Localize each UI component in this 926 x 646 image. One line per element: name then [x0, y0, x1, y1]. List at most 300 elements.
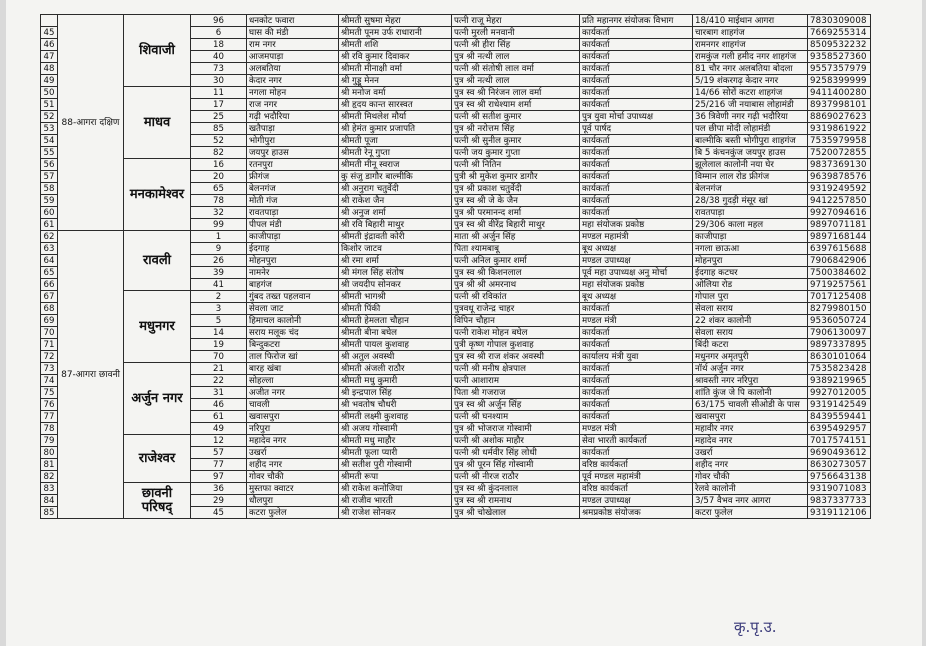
relation-name: माता श्री अर्जुन सिंह: [452, 231, 580, 243]
relation-name: पुत्र स्व श्री किशनलाल: [452, 267, 580, 279]
booth-number: 52: [191, 135, 247, 147]
member-name: श्रीमती मिथलेश मौर्या: [339, 111, 452, 123]
member-post: कार्यकर्ता: [580, 183, 693, 195]
table-row: [41, 87, 871, 99]
phone-number: 8279980150: [808, 303, 871, 315]
serial-number: 65: [41, 267, 58, 279]
booth-number: 82: [191, 147, 247, 159]
member-name: श्री अनुज शर्मा: [339, 207, 452, 219]
member-name: श्रीमती मीनू स्वराज: [339, 159, 452, 171]
area-name: ईदगाह: [247, 243, 339, 255]
member-name: श्री रवि बिहारी माथुर: [339, 219, 452, 231]
relation-name: पत्नी श्री अशोक माहौर: [452, 435, 580, 447]
booth-number: 31: [191, 387, 247, 399]
area-name: बेलनगंज: [247, 183, 339, 195]
member-name: श्री गुड्डू मेनन: [339, 75, 452, 87]
phone-number: 7830309008: [808, 15, 871, 27]
member-post: महा संयोजक प्रकोष्ठ: [580, 219, 693, 231]
relation-name: पत्नी श्री सतीश कुमार: [452, 111, 580, 123]
phone-number: 8869027623: [808, 111, 871, 123]
booth-number: 16: [191, 159, 247, 171]
serial-number: 60: [41, 207, 58, 219]
relation-name: पुत्र स्व श्री वीरेंद्र बिहारी माथुर: [452, 219, 580, 231]
booth-number: 70: [191, 351, 247, 363]
booth-number: 46: [191, 399, 247, 411]
member-table: [40, 14, 871, 519]
member-address: 28/38 गुदड़ी मंसूर खां: [693, 195, 808, 207]
area-name: अलबतिया: [247, 63, 339, 75]
area-name: मोती गंज: [247, 195, 339, 207]
phone-number: 8937998101: [808, 99, 871, 111]
area-name: शहीद नगर: [247, 459, 339, 471]
phone-number: 9319249592: [808, 183, 871, 195]
area-name: धौलपुरा: [247, 495, 339, 507]
phone-number: 6395492957: [808, 423, 871, 435]
member-address: उखर्रा: [693, 447, 808, 459]
serial-number: 51: [41, 99, 58, 111]
relation-name: पुत्री कृष्ण गोपाल कुशवाह: [452, 339, 580, 351]
member-name: श्रीमती बीना बघेल: [339, 327, 452, 339]
relation-name: पुत्रवधू राजेन्द्र चाहर: [452, 303, 580, 315]
relation-name: पुत्र स्व श्री जे के जैन: [452, 195, 580, 207]
mandal-name: शिवाजी: [124, 15, 191, 87]
relation-name: पुत्र श्री भोजराज गोस्वामी: [452, 423, 580, 435]
area-name: महादेव नगर: [247, 435, 339, 447]
relation-name: पुत्र स्व श्री कुंदनलाल: [452, 483, 580, 495]
phone-number: 9536050724: [808, 315, 871, 327]
area-name: रावतपाड़ा: [247, 207, 339, 219]
member-post: कार्यकर्ता: [580, 195, 693, 207]
booth-number: 32: [191, 207, 247, 219]
area-name: हिमाचल कालोनी: [247, 315, 339, 327]
member-post: कार्यकर्ता: [580, 363, 693, 375]
phone-number: 9319142549: [808, 399, 871, 411]
serial-number: 67: [41, 291, 58, 303]
mandal-name: रावली: [124, 231, 191, 291]
serial-number: 76: [41, 399, 58, 411]
member-post: कार्यकर्ता: [580, 171, 693, 183]
area-name: अजीत नगर: [247, 387, 339, 399]
serial-number: 64: [41, 255, 58, 267]
area-name: गढ़ी भदौरिया: [247, 111, 339, 123]
area-name: बाहगंज: [247, 279, 339, 291]
serial-number: 74: [41, 375, 58, 387]
member-name: श्रीमती रेनू गुप्ता: [339, 147, 452, 159]
member-post: मण्डल महामंत्री: [580, 231, 693, 243]
member-address: सेवला सराय: [693, 303, 808, 315]
booth-number: 19: [191, 339, 247, 351]
relation-name: पत्नी राजू मेहरा: [452, 15, 580, 27]
area-name: पीपल मंडी: [247, 219, 339, 231]
member-post: पुत्र युवा मोर्चा उपाध्यक्ष: [580, 111, 693, 123]
table-row: [41, 483, 871, 495]
area-name: बारह खंबा: [247, 363, 339, 375]
mandal-name: मनकामेश्वर: [124, 159, 191, 231]
member-name: श्रीमती भागश्री: [339, 291, 452, 303]
table-row: [41, 231, 871, 243]
booth-number: 29: [191, 495, 247, 507]
serial-number: [41, 15, 58, 27]
member-post: कार्यकर्ता: [580, 51, 693, 63]
member-address: 5/19 शंकरगढ़ केदार नगर: [693, 75, 808, 87]
member-name: श्री अतुल अवस्थी: [339, 351, 452, 363]
phone-number: 7906842906: [808, 255, 871, 267]
member-name: किशोर जाटव: [339, 243, 452, 255]
booth-number: 6: [191, 27, 247, 39]
serial-number: 73: [41, 363, 58, 375]
member-post: कार्यकर्ता: [580, 87, 693, 99]
member-name: श्रीमती रूपा: [339, 471, 452, 483]
member-name: श्री मंगल सिंह संतोष: [339, 267, 452, 279]
area-name: नरिपुरा: [247, 423, 339, 435]
member-post: मण्डल उपाध्यक्ष: [580, 495, 693, 507]
area-name: भोगीपुरा: [247, 135, 339, 147]
member-post: कार्यकर्ता: [580, 75, 693, 87]
area-name: केदार नगर: [247, 75, 339, 87]
area-name: जयपुर हाउस: [247, 147, 339, 159]
area-name: धनकोट फवारा: [247, 15, 339, 27]
mandal-name: माधव: [124, 87, 191, 159]
serial-number: 75: [41, 387, 58, 399]
member-post: सेवा भारती कार्यकर्ता: [580, 435, 693, 447]
phone-number: 9690493612: [808, 447, 871, 459]
booth-number: 11: [191, 87, 247, 99]
member-name: श्री राजेश सोनकर: [339, 507, 452, 519]
phone-number: 9927012005: [808, 387, 871, 399]
serial-number: 52: [41, 111, 58, 123]
member-name: श्रीमती मधु माहौर: [339, 435, 452, 447]
serial-number: 69: [41, 315, 58, 327]
mandal-name: मधुनगर: [124, 291, 191, 363]
member-name: कु संजु डागौर बाल्मीकि: [339, 171, 452, 183]
member-address: 22 शंकर कालोनी: [693, 315, 808, 327]
member-name: श्रीमती फूला प्यारी: [339, 447, 452, 459]
phone-number: 7017125408: [808, 291, 871, 303]
area-name: फ्रीगंज: [247, 171, 339, 183]
serial-number: 53: [41, 123, 58, 135]
member-address: श्रावस्ती नगर नरिपुरा: [693, 375, 808, 387]
member-post: कार्यकर्ता: [580, 135, 693, 147]
relation-name: विपिन चौहान: [452, 315, 580, 327]
area-name: उखर्रा: [247, 447, 339, 459]
serial-number: 54: [41, 135, 58, 147]
member-name: श्री राजीव भारती: [339, 495, 452, 507]
booth-number: 85: [191, 123, 247, 135]
phone-number: 9389219965: [808, 375, 871, 387]
member-name: श्री हृदय कान्त सारस्वत: [339, 99, 452, 111]
serial-number: 48: [41, 63, 58, 75]
phone-number: 9639878576: [808, 171, 871, 183]
member-name: श्री अनुराग चतुर्वेदी: [339, 183, 452, 195]
booth-number: 49: [191, 423, 247, 435]
phone-number: 9319861922: [808, 123, 871, 135]
member-address: सेवला सराय: [693, 327, 808, 339]
member-post: कार्यकर्ता: [580, 39, 693, 51]
member-name: श्रीमती इंद्रावती कोरी: [339, 231, 452, 243]
phone-number: 7535979958: [808, 135, 871, 147]
phone-number: 7500384602: [808, 267, 871, 279]
member-name: श्री सतीश पुरी गोस्वामी: [339, 459, 452, 471]
member-address: गोपाल पुरा: [693, 291, 808, 303]
area-name: मुस्तफा क्वाटर: [247, 483, 339, 495]
phone-number: 9897071181: [808, 219, 871, 231]
member-address: खवासपुरा: [693, 411, 808, 423]
member-name: श्रीमती पूजा: [339, 135, 452, 147]
member-name: श्रीमती अंजली राठौर: [339, 363, 452, 375]
serial-number: 84: [41, 495, 58, 507]
area-name: नगला मोहन: [247, 87, 339, 99]
booth-number: 65: [191, 183, 247, 195]
booth-number: 30: [191, 75, 247, 87]
member-address: 81 चौर नगर अलबतिया बोदला: [693, 63, 808, 75]
serial-number: 66: [41, 279, 58, 291]
area-name: सोहल्ला: [247, 375, 339, 387]
phone-number: 8509532232: [808, 39, 871, 51]
member-name: श्रीमती पायल कुशवाह: [339, 339, 452, 351]
area-name: घास की मंडी: [247, 27, 339, 39]
member-address: रामकुंज गली हमीद नगर शाहगंज: [693, 51, 808, 63]
member-post: मण्डल मंत्री: [580, 315, 693, 327]
member-post: पूर्व मण्डल महामंत्री: [580, 471, 693, 483]
serial-number: 72: [41, 351, 58, 363]
member-name: श्री राकेश कनोजिया: [339, 483, 452, 495]
member-post: कार्यकर्ता: [580, 303, 693, 315]
member-post: कार्यकर्ता: [580, 375, 693, 387]
area-name: मोहनपुरा: [247, 255, 339, 267]
member-name: श्रीमती मीनाक्षी वर्मा: [339, 63, 452, 75]
phone-number: 9837337733: [808, 495, 871, 507]
member-post: वरिष्ठ कार्यकर्ता: [580, 483, 693, 495]
booth-number: 25: [191, 111, 247, 123]
area-name: रतनपुरा: [247, 159, 339, 171]
member-name: श्रीमती पूनम उर्फ राधारानी: [339, 27, 452, 39]
member-address: बेलनगंज: [693, 183, 808, 195]
booth-number: 57: [191, 447, 247, 459]
phone-number: 9358527360: [808, 51, 871, 63]
member-name: श्रीमती सुषमा मेहरा: [339, 15, 452, 27]
phone-number: 8630273057: [808, 459, 871, 471]
relation-name: पत्नी श्री सुनील कुमार: [452, 135, 580, 147]
relation-name: पत्नी अनिल कुमार शर्मा: [452, 255, 580, 267]
member-name: श्री इन्द्रपाल सिंह: [339, 387, 452, 399]
serial-number: 81: [41, 459, 58, 471]
member-post: वरिष्ठ कार्यकर्ता: [580, 459, 693, 471]
phone-number: 9837369130: [808, 159, 871, 171]
member-post: पूर्व महा उपाध्यक्ष अनु मोर्चा: [580, 267, 693, 279]
phone-number: 9927094616: [808, 207, 871, 219]
area-name: खतैपाड़ा: [247, 123, 339, 135]
member-address: रेलवे कालोनी: [693, 483, 808, 495]
table-row: [41, 159, 871, 171]
serial-number: 45: [41, 27, 58, 39]
relation-name: पुत्र श्री प्रकाश चतुर्वेदी: [452, 183, 580, 195]
member-name: श्रीमती पिंकी: [339, 303, 452, 315]
area-name: सराय मलूक चंद: [247, 327, 339, 339]
booth-number: 2: [191, 291, 247, 303]
serial-number: 62: [41, 231, 58, 243]
relation-name: पुत्र श्री चोखेलाल: [452, 507, 580, 519]
booth-number: 99: [191, 219, 247, 231]
serial-number: 46: [41, 39, 58, 51]
phone-number: 7669255314: [808, 27, 871, 39]
table-row: [41, 291, 871, 303]
member-name: श्री रमा शर्मा: [339, 255, 452, 267]
relation-name: पिता श्यामबाबू: [452, 243, 580, 255]
serial-number: 47: [41, 51, 58, 63]
booth-number: 26: [191, 255, 247, 267]
member-address: महावीर नगर: [693, 423, 808, 435]
serial-number: 57: [41, 171, 58, 183]
phone-number: 8439559441: [808, 411, 871, 423]
booth-number: 17: [191, 99, 247, 111]
member-address: 36 त्रिवेणी नगर गढ़ी भदौरिया: [693, 111, 808, 123]
member-post: पूर्व पार्षद: [580, 123, 693, 135]
booth-number: 9: [191, 243, 247, 255]
area-name: गोवर चौकी: [247, 471, 339, 483]
member-post: कार्यकर्ता: [580, 339, 693, 351]
relation-name: पुत्र श्री परमानन्द शर्मा: [452, 207, 580, 219]
booth-number: 45: [191, 507, 247, 519]
phone-number: 7017574151: [808, 435, 871, 447]
member-address: 3/57 वैभव नगर आगरा: [693, 495, 808, 507]
phone-number: 9319112106: [808, 507, 871, 519]
member-address: रावतपाड़ा: [693, 207, 808, 219]
member-address: ओलिया रोड: [693, 279, 808, 291]
member-name: श्री राकेश जैन: [339, 195, 452, 207]
phone-number: 9411400280: [808, 87, 871, 99]
area-name: बिन्दुकटरा: [247, 339, 339, 351]
member-address: मधुनगर अमृतपुरी: [693, 351, 808, 363]
relation-name: पत्नी जय कुमार गुप्ता: [452, 147, 580, 159]
relation-name: पुत्र श्री पूरन सिंह गोस्वामी: [452, 459, 580, 471]
serial-number: 49: [41, 75, 58, 87]
member-post: कार्यालय मंत्री युवा: [580, 351, 693, 363]
booth-number: 77: [191, 459, 247, 471]
member-address: बि 5 कंचनकुंज जयपुर हाउस: [693, 147, 808, 159]
mandal-name: अर्जुन नगर: [124, 363, 191, 435]
booth-number: 5: [191, 315, 247, 327]
table-body: [41, 15, 871, 519]
relation-name: पुत्र स्व श्री राधेश्याम शर्मा: [452, 99, 580, 111]
member-address: ईदगाह कटघर: [693, 267, 808, 279]
phone-number: 7535823428: [808, 363, 871, 375]
booth-number: 36: [191, 483, 247, 495]
assembly-name: 87-आगरा छावनी: [58, 231, 124, 519]
member-address: महादेव नगर: [693, 435, 808, 447]
area-name: आजमपाड़ा: [247, 51, 339, 63]
member-name: श्री भवतोष चौधरी: [339, 399, 452, 411]
phone-number: 9258399999: [808, 75, 871, 87]
phone-number: 7520072855: [808, 147, 871, 159]
relation-name: पुत्र स्व श्री अर्जुन सिंह: [452, 399, 580, 411]
booth-number: 97: [191, 471, 247, 483]
serial-number: 50: [41, 87, 58, 99]
booth-number: 3: [191, 303, 247, 315]
phone-number: 9319071083: [808, 483, 871, 495]
relation-name: पत्नी श्री नीरज राठौर: [452, 471, 580, 483]
booth-number: 14: [191, 327, 247, 339]
area-name: खवासपुरा: [247, 411, 339, 423]
member-address: मोहनपुरा: [693, 255, 808, 267]
member-name: श्री मनोज वर्मा: [339, 87, 452, 99]
relation-name: पुत्र श्री नत्थी लाल: [452, 75, 580, 87]
member-name: श्री रवि कुमार दिवाकर: [339, 51, 452, 63]
member-address: नॉर्थ अर्जुन नगर: [693, 363, 808, 375]
member-address: शहीद नगर: [693, 459, 808, 471]
signature-note: कृ.पृ.उ.: [734, 618, 777, 636]
relation-name: पुत्र श्री श्री अमरनाथ: [452, 279, 580, 291]
member-name: श्रीमती लक्ष्मी कुशवाह: [339, 411, 452, 423]
relation-name: पुत्र श्री नत्थी लाल: [452, 51, 580, 63]
table-row: [41, 15, 871, 27]
serial-number: 55: [41, 147, 58, 159]
serial-number: 71: [41, 339, 58, 351]
member-post: मण्डल मंत्री: [580, 423, 693, 435]
area-name: चावली: [247, 399, 339, 411]
serial-number: 59: [41, 195, 58, 207]
area-name: नामनेर: [247, 267, 339, 279]
booth-number: 22: [191, 375, 247, 387]
table-row: [41, 435, 871, 447]
member-post: कार्यकर्ता: [580, 327, 693, 339]
member-address: बिंदी कटरा: [693, 339, 808, 351]
member-address: झूलेलाल कालोनी नया घेर: [693, 159, 808, 171]
member-name: श्री जयदीप सोनकर: [339, 279, 452, 291]
member-post: कार्यकर्ता: [580, 447, 693, 459]
member-address: चारबाग शाहगंज: [693, 27, 808, 39]
phone-number: 9897168144: [808, 231, 871, 243]
relation-name: पत्नी श्री रविकांत: [452, 291, 580, 303]
relation-name: पिता श्री गजराज: [452, 387, 580, 399]
area-name: कटरा फुलेल: [247, 507, 339, 519]
serial-number: 70: [41, 327, 58, 339]
member-post: प्रति महानगर संयोजक विभाग: [580, 15, 693, 27]
relation-name: पत्नी आशाराम: [452, 375, 580, 387]
phone-number: 9412257850: [808, 195, 871, 207]
booth-number: 1: [191, 231, 247, 243]
member-post: बूथ अध्यक्ष: [580, 243, 693, 255]
relation-name: पत्नी श्री नितिन: [452, 159, 580, 171]
mandal-name: छावनी परिषद्: [124, 483, 191, 519]
relation-name: पत्नी राकेश मोहन बघेल: [452, 327, 580, 339]
member-post: कार्यकर्ता: [580, 63, 693, 75]
phone-number: 9557357979: [808, 63, 871, 75]
member-address: 14/66 सोरों कटरा शाहगंज: [693, 87, 808, 99]
area-name: काजीपाड़ा: [247, 231, 339, 243]
booth-number: 78: [191, 195, 247, 207]
serial-number: 80: [41, 447, 58, 459]
relation-name: पुत्र श्री नरोत्तम सिंह: [452, 123, 580, 135]
relation-name: पत्नी श्री संतोषी लाल वर्मा: [452, 63, 580, 75]
booth-number: 21: [191, 363, 247, 375]
assembly-name: 88-आगरा दक्षिण: [58, 15, 124, 231]
member-post: कार्यकर्ता: [580, 147, 693, 159]
serial-number: 77: [41, 411, 58, 423]
member-post: कार्यकर्ता: [580, 99, 693, 111]
relation-name: पुत्र स्व श्री राज शंकर अवस्थी: [452, 351, 580, 363]
phone-number: 9897337895: [808, 339, 871, 351]
table-row: [41, 363, 871, 375]
member-post: कार्यकर्ता: [580, 387, 693, 399]
booth-number: 96: [191, 15, 247, 27]
member-address: कटरा फुलेल: [693, 507, 808, 519]
member-post: बूथ अध्यक्ष: [580, 291, 693, 303]
serial-number: 63: [41, 243, 58, 255]
phone-number: 6397615688: [808, 243, 871, 255]
relation-name: पुत्र स्व श्री रामनाथ: [452, 495, 580, 507]
serial-number: 58: [41, 183, 58, 195]
member-address: 25/216 जी नयाबास लोहामंडी: [693, 99, 808, 111]
